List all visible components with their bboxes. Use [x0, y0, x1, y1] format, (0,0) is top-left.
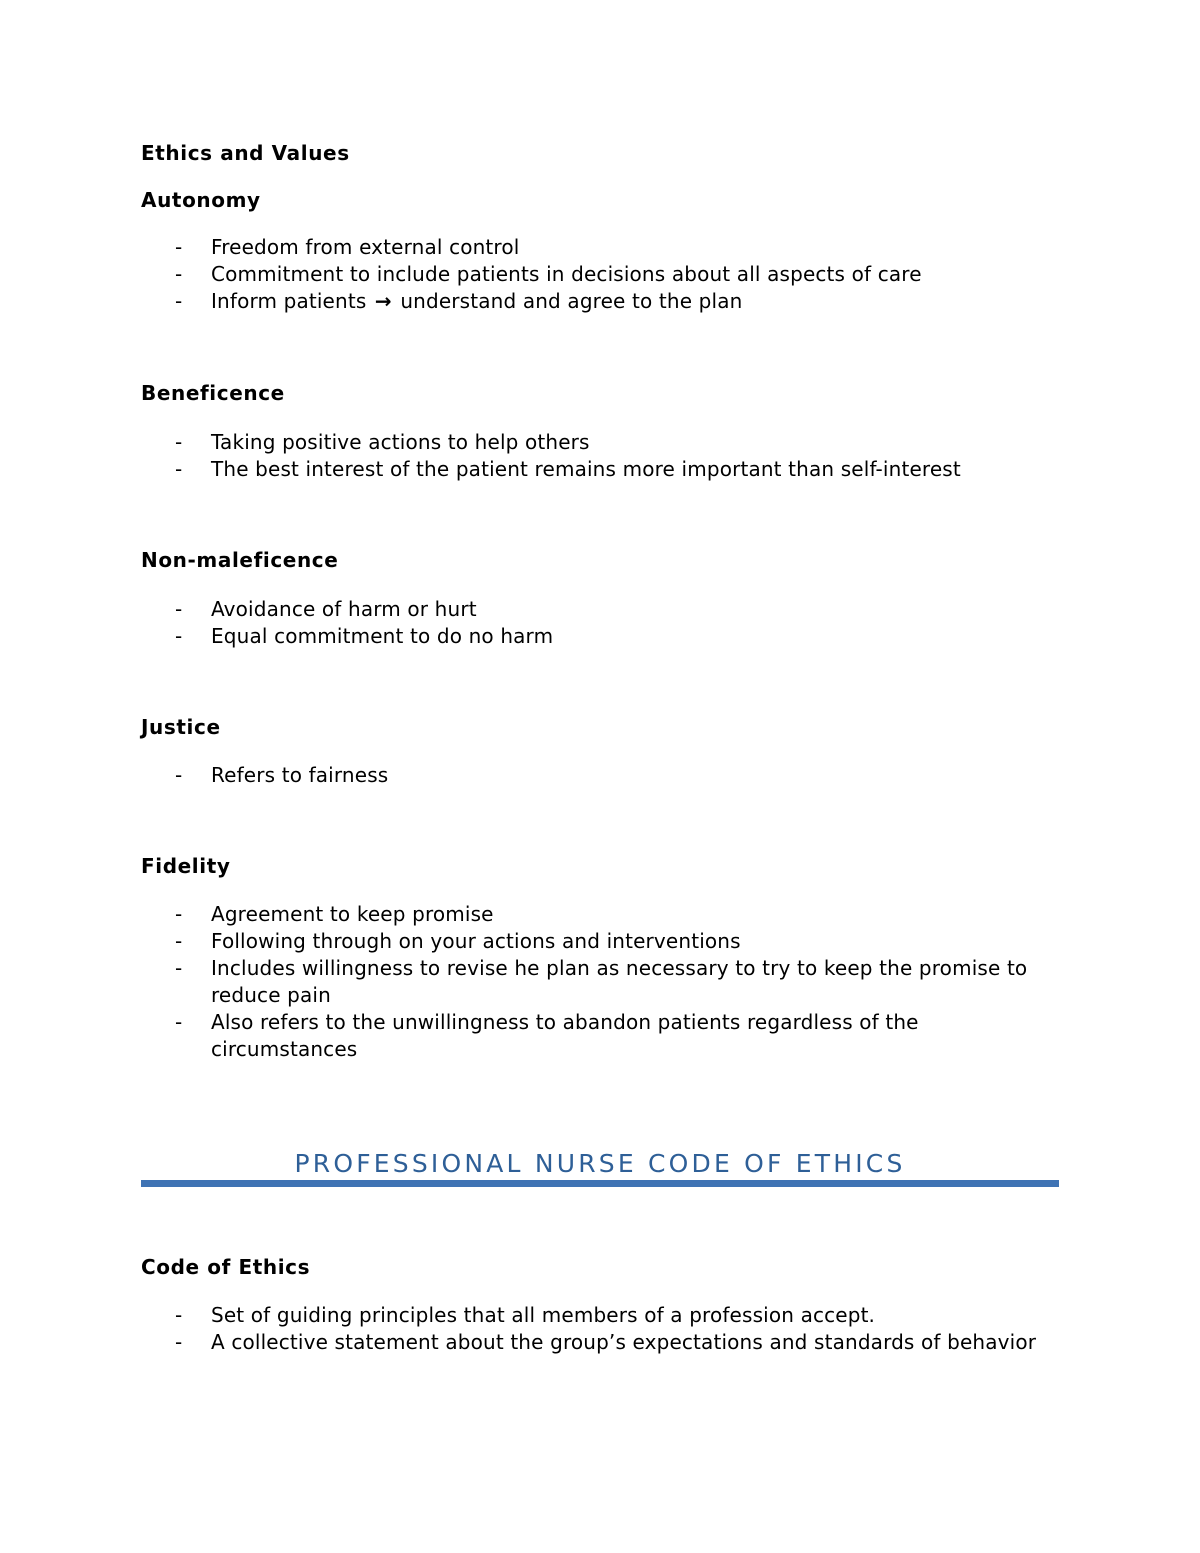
bullet-dash: -	[175, 902, 183, 926]
heading-fidelity: Fidelity	[141, 854, 231, 878]
list-item: - Taking positive actions to help others	[175, 430, 590, 454]
list-item: - Also refers to the unwillingness to abandon patients regardless of the circumstances	[175, 1010, 919, 1061]
list-item: - Avoidance of harm or hurt	[175, 597, 477, 621]
list-justice	[141, 762, 388, 789]
document-title: Ethics and Values	[141, 141, 350, 165]
list-item: - Refers to fairness	[175, 763, 389, 787]
list-fidelity	[141, 901, 1061, 1063]
bullet-dash: -	[175, 1010, 183, 1034]
list-autonomy	[141, 234, 922, 315]
list-item: - Inform patients → understand and agree to the plan	[175, 289, 743, 313]
list-item: - Following through on your actions and interventions	[175, 929, 741, 953]
list-non-maleficence	[141, 596, 553, 650]
section-banner-title: PROFESSIONAL NURSE CODE OF ETHICS	[294, 1149, 906, 1178]
bullet-dash: -	[175, 289, 183, 313]
list-item: - Agreement to keep promise	[175, 902, 494, 926]
bullet-dash: -	[175, 262, 183, 286]
list-item: - Equal commitment to do no harm	[175, 624, 554, 648]
arrow-right-icon: →	[374, 289, 392, 313]
heading-code-of-ethics: Code of Ethics	[141, 1255, 311, 1279]
list-item: - The best interest of the patient remains more important than self-interest	[175, 457, 961, 481]
list-item: - A collective statement about the group’s expectations and standards of behavior	[175, 1330, 1037, 1354]
bullet-dash: -	[175, 430, 183, 454]
bullet-dash: -	[175, 235, 183, 259]
document-page	[141, 0, 1061, 1553]
section-banner-rule	[141, 1180, 1059, 1187]
list-item: - Commitment to include patients in decisions about all aspects of care	[175, 262, 922, 286]
heading-autonomy: Autonomy	[141, 188, 261, 212]
list-item: - Freedom from external control	[175, 235, 520, 259]
heading-justice: Justice	[141, 715, 221, 739]
list-item: - Includes willingness to revise he plan as necessary to try to keep the promise to reduce pain	[175, 956, 1028, 1007]
bullet-dash: -	[175, 1303, 183, 1327]
bullet-dash: -	[175, 929, 183, 953]
bullet-dash: -	[175, 956, 183, 980]
heading-non-maleficence: Non-maleficence	[141, 548, 339, 572]
bullet-dash: -	[175, 1330, 183, 1354]
bullet-dash: -	[175, 763, 183, 787]
bullet-dash: -	[175, 597, 183, 621]
list-code-of-ethics	[141, 1302, 1061, 1356]
bullet-dash: -	[175, 624, 183, 648]
bullet-dash: -	[175, 457, 183, 481]
list-item: - Set of guiding principles that all members of a profession accept.	[175, 1303, 876, 1327]
list-beneficence	[141, 429, 961, 483]
heading-beneficence: Beneficence	[141, 381, 285, 405]
